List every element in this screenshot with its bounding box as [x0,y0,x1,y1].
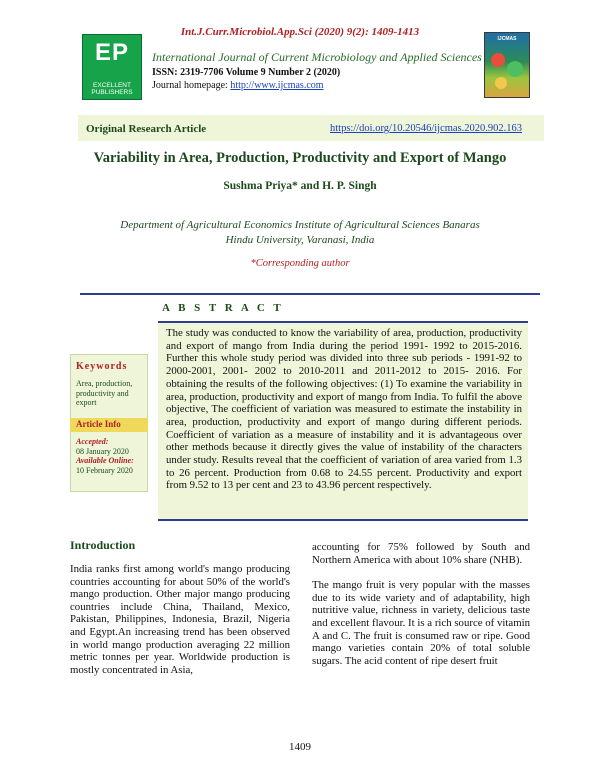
accepted-date: 08 January 2020 [76,446,129,456]
issn-line: ISSN: 2319-7706 Volume 9 Number 2 (2020) [152,67,341,78]
publisher-logo [82,34,142,100]
divider-rule [80,293,540,295]
homepage-link[interactable]: http://www.ijcmas.com [230,80,324,91]
body-paragraph: India ranks first among world's mango producing countries accounting for about 50% of the world's mango production. Other major mango producing countries include China, Thailand, Mexico, Pakistan, Philippines, Indonesia, Brazil, Nigeria and Egypt.An increasing trend has been observed in world mango production averaging 22 million metric tonnes per year. Worldwide production is mostly concentrated in Asia, [70,563,290,676]
section-title: Introduction [70,538,136,552]
body-column-left [70,563,290,676]
online-date: 10 February 2020 [76,465,133,475]
corresponding-author: *Corresponding author [250,258,350,269]
logo-text: EXCELLENT PUBLISHERS [91,82,133,96]
affiliation: Department of Agricultural Economics Institute of Agricultural Sciences Banaras Hindu University, Varanasi, India [120,219,480,246]
abstract-heading: A B S T R A C T [162,302,284,314]
doi-link[interactable]: https://doi.org/10.20546/ijcmas.2020.902.163 [330,123,523,134]
cover-graphic [495,77,507,89]
authors: Sushma Priya* and H. P. Singh [223,180,377,192]
journal-homepage [152,80,324,91]
article-info-heading: Article Info [76,419,121,429]
online-label: Available Online: [76,456,134,465]
article-title: Variability in Area, Production, Productivity and Export of Mango [93,150,507,166]
journal-cover-image [484,32,530,98]
abstract-text: The study was conducted to know the variability of area, production, productivity and export of mango from India during the period 1991- 1992 to 2015-2016. Further this whole study period was divided into three sub periods - 1991-92 to 2000-2001, 2001- 2002 to 2010-2011 and 2011-2012 to 2015- 2016. For obtaining the results of the following objectives: (1) To examine the variability in area, production, productivity and export of mango from India. To fulfil the above objective, The coefficient of variation was measured to estimate the instability in area, production, productivity and export of mango during different periods. Coefficient of variation as a measure of instability and it is advantageous over other methods because it directly gives the value of instability of the characters under study. Results reveal that the coefficient of variation of area varied from 1.3 to 26 percent. Production from 0.68 to 24.55 percent. Productivity and export from 9.52 to 13 per cent and 23 to 43.96 percent respectively. [166,327,522,492]
citation-line: Int.J.Curr.Microbiol.App.Sci (2020) 9(2): 1409-1413 [180,26,420,38]
page-number: 1409 [289,741,311,753]
cover-graphic [507,61,523,77]
keywords-heading: Keywords [76,361,128,372]
body-column-right [312,541,530,680]
article-type: Original Research Article [86,123,207,135]
body-paragraph: The mango fruit is very popular with the masses due to its wide variety and of adaptability, high nutritive value, richness in variety, delicious taste and excellent flavour. It is a rich source of vitamin A and C. The fruit is consumed raw or ripe. Good mango varieties contain 20% of total soluble sugars. The acid content of ripe desert fruit [312,579,530,667]
cover-title: IJCMAS [497,36,517,42]
logo-letters: EP [94,39,129,66]
keywords-list: Area, production, productivity and export [76,379,133,407]
article-dates [76,437,146,475]
journal-title: International Journal of Current Microbiology and Applied Sciences [152,50,482,64]
cover-graphic [491,53,505,67]
accepted-label: Accepted: [76,437,109,446]
body-paragraph: accounting for 75% followed by South and Northern America with about 10% share (NHB). [312,541,530,566]
homepage-label: Journal homepage: [152,80,231,91]
